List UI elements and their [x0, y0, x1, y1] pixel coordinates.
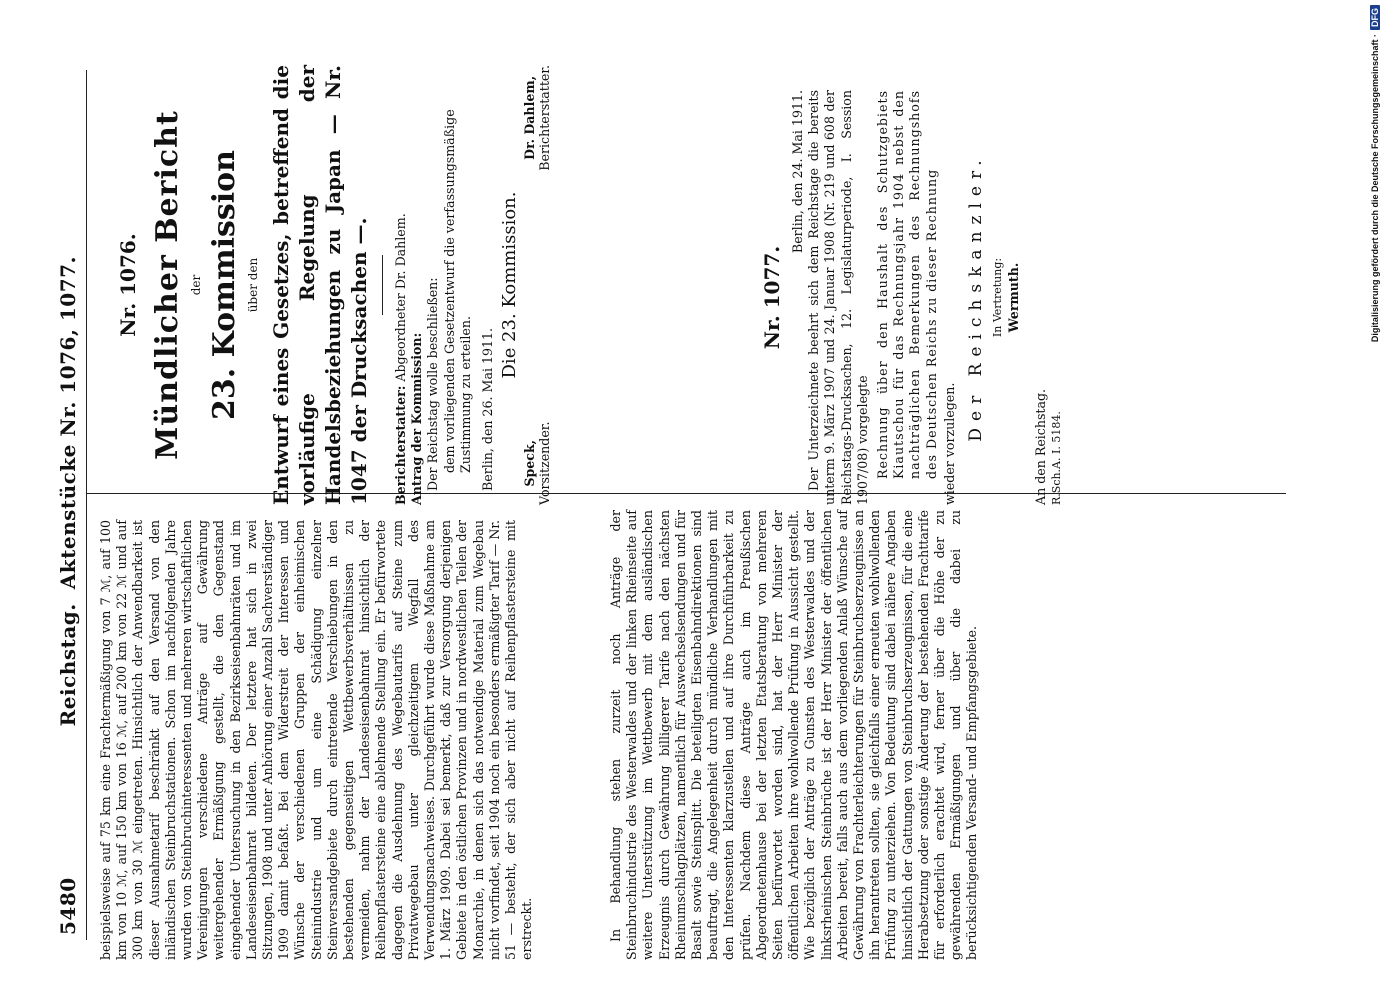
dfg-notice [1368, 5, 1382, 995]
reporter-label: Berichterstatter: [393, 385, 408, 505]
signatures [522, 65, 552, 505]
signature-right-role: Berichterstatter. [537, 65, 553, 171]
report-ueber-den: über den [246, 257, 260, 313]
report-closing: Die 23. Kommission. [499, 191, 521, 379]
running-head-numbers: Nr. 1076, 1077. [56, 255, 80, 437]
running-head-left: Reichstag. [56, 603, 80, 727]
report-1076 [112, 65, 672, 505]
addressee: An den Reichstag. [1032, 388, 1048, 505]
text-column-left-2 [608, 510, 1088, 960]
report-der: der [189, 274, 203, 296]
dfg-logo-icon: DFG [1370, 5, 1380, 30]
running-head-label: Aktenstücke [56, 444, 80, 590]
signature-left-role: Vorsitzender. [537, 421, 553, 505]
report-item: Rechnung über den Haushalt des Schutzgebiets Kiautschou für das Rechnungsjahr 1904 nebst den nachträglichen Bemerkungen des Rechnungshofs des Deutschen Reichs zu dieser Rechnung [875, 90, 939, 479]
page-number: 5480 [56, 877, 80, 935]
report-number: Nr. 1076. [116, 233, 140, 337]
running-head [52, 65, 84, 935]
report-number: Nr. 1077. [760, 245, 784, 350]
report-date: Berlin, den 24. Mai 1911. [790, 90, 805, 254]
separator-rule [382, 255, 383, 315]
running-head-title [56, 256, 80, 726]
report-after-item: wieder vorzulegen. [941, 382, 957, 505]
paragraph: beispielsweise auf 75 km eine Frachtermäßigung von 7 ℳ, auf 100 km von 10 ℳ, auf 150 km von 16 ℳ, auf 200 km von 22 ℳ und auf 300 km von 30 ℳ eingetreten. Hinsichtlich der Anwendbarkeit ist dieser Ausnahmetarif beschränkt auf den Versand von den inländischen Steinbruchstationen. Schon im nachfolgenden Jahre wurden von Steinbruchinteressenten und mehreren wirtschaftlichen Vereinigungen verschiedene Anträge auf Gewährung weitergehender Ermäßigung gestellt, die den Gegenstand eingehender Untersuchung in den Bezirkseisenbahnräten und im Landeseisenbahnrat bildeten. Der letztere hat sich in zwei Sitzungen, 1908 und unter Anhörung einer Anzahl Sachverständiger 1909 damit befaßt. Bei dem Widerstreit der Interessen und Wünsche der verschiedenen Gruppen der einheimischen Steinindustrie und um eine Schädigung einzelner Steinversandgebiete durch eintretende Verschiebungen in den bestehenden gegenseitigen Wettbewerbsverhältnissen zu vermeiden, nahm der Landeseisenbahnrat hinsichtlich der Reihenpflastersteine eine ablehnende Stellung ein. Er befürwortete dagegen die Ausdehnung des Wegebautarifs auf Steine zum Privatwegebau unter gleichzeitigem Wegfall des Verwendungsnachweises. Durchgeführt wurde diese Maßnahme am 1. März 1909. Dabei sei bemerkt, daß zur Versorgung derjenigen Gebiete in den östlichen Provinzen und in nordwestlichen Teilen der Monarchie, in denen sich das notwendige Material zum Wegebau nicht vorfindet, seit 1904 noch ein besonders ermäßigter Tarif — Nr. 51 — besteht, der sich aber nicht auf Reihenpflastersteine mit erstreckt. [98, 520, 535, 960]
deputy-label: In Vertretung: [991, 257, 1005, 338]
report-subject: Entwurf eines Gesetzes, betreffend die vorläufige Regelung der Handelsbeziehungen zu Japan — Nr. 1047 der Drucksachen —. [269, 65, 371, 505]
signature-left [522, 422, 552, 505]
motion-text: dem vorliegenden Gesetzentwurf die verfassungsmäßige Zustimmung zu erteilen. [441, 109, 473, 473]
motion-label: Antrag der Kommission: [409, 332, 425, 505]
paragraph: In Behandlung stehen zurzeit noch Anträge der Steinbruchindustrie des Westerwaldes und der linken Rheinseite auf weitere Unterstützung im Wettbewerb mit dem ausländischen Erzeugnis durch Gewährung billigerer Tarife nach den nächsten Rheinumschlagplätzen, namentlich für Auswechselsendungen und für Basalt sowie Steinsplitt. Die beteiligten Eisenbahndirektionen sind beauftragt, die Angelegenheit durch mündliche Verhandlungen mit den Interessenten klarzustellen und auf ihre Durchführbarkeit zu prüfen. Nachdem diese Anträge auch im Preußischen Abgeordnetenhause bei der letzten Etatsberatung von mehreren Seiten befürwortet worden sind, hat der Herr Minister der öffentlichen Arbeiten ihre wohlwollende Prüfung in Aussicht gestellt. Wie bezüglich der Anträge zu Gunsten des Westerwaldes und der linksrheinischen Steinbrüche ist der Herr Minister der öffentlichen Arbeiten bereit, falls auch aus dem vorliegenden Anlaß Wünsche auf Gewährung von Frachterleichterungen für Steinbruchserzeugnisse an ihn herantreten sollten, sie gleichfalls einer erneuten wohlwollenden Prüfung zu unterziehen. Von Bedeutung sind dabei nähere Angaben hinsichtlich der Gattungen von Steinbruchserzeugnissen, für die eine Herabsetzung oder sonstige Änderung der bestehenden Frachttarife für erforderlich erachtet wird, ferner über die Höhe der zu gewährenden Ermäßigungen und über die dabei zu berücksichtigenden Versand- und Empfangsgebiete. [608, 510, 980, 960]
reference: R.Sch.A. I. 5184. [1049, 411, 1063, 505]
motion-intro: Der Reichstag wolle beschließen: [425, 277, 441, 491]
header-rule [86, 70, 87, 940]
deputy-name: Wermuth. [1006, 262, 1022, 333]
report-1077 [760, 90, 1160, 505]
report-sender: Der Reichskanzler. [966, 153, 987, 442]
signature-right [522, 65, 552, 171]
report-date: Berlin, den 26. Mai 1911. [480, 327, 496, 491]
signature-right-name: Dr. Dahlem, [522, 75, 538, 160]
report-body: Der Unterzeichnete beehrt sich dem Reichstage die bereits unterm 9. März 1907 und 24. Januar 1908 (Nr. 219 und 608 der Reichstags-Drucksachen, 12. Legislaturperiode, I. Session 1907/08) vorgelegte [806, 90, 870, 505]
signature-left-name: Speck, [522, 439, 538, 487]
text-column-left-1 [98, 520, 598, 960]
reporter-text: Abgeordneter Dr. Dahlem. [393, 213, 408, 382]
report-commission: 23. Kommission [207, 150, 242, 420]
report-title: Mündlicher Bericht [150, 110, 185, 460]
reporter-line [393, 65, 409, 505]
dfg-notice-text: Digitalisierung gefördert durch die Deutsche Forschungsgemeinschaft · [1370, 34, 1380, 343]
